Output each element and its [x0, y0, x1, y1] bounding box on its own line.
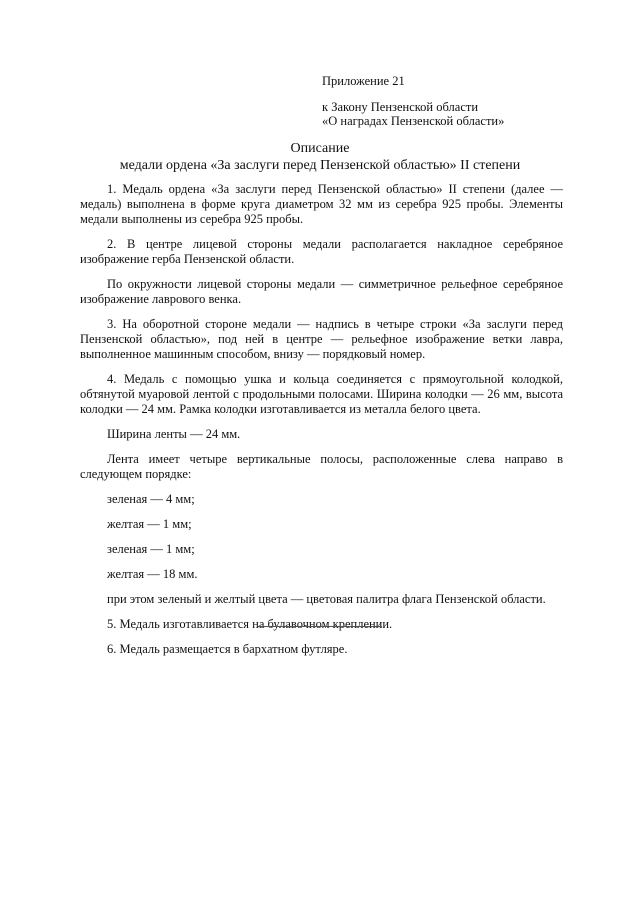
title-line2: медали ордена «За заслуги перед Пензенской областью» II степени: [119, 158, 521, 173]
law-reference-line2: «О наградах Пензенской области»: [322, 114, 505, 128]
stripe-item-2: желтая — 1 мм;: [107, 517, 192, 531]
end-divider: [258, 626, 382, 627]
paragraph-9: 5. Медаль изготавливается на булавочном креплении.: [107, 617, 393, 631]
paragraph-8: при этом зеленый и желтый цвета — цветовая палитра флага Пензенской области.: [107, 592, 546, 606]
stripe-item-1: зеленая — 4 мм;: [107, 492, 195, 506]
stripe-item-4: желтая — 18 мм.: [107, 567, 198, 581]
paragraph-5: 4. Медаль с помощью ушка и кольца соединяется с прямоугольной колодкой, обтянутой муаровой лентой с продольными полосами. Ширина колодки — 26 мм, высота колодки — 24 мм. Рамка колодки изготавливается из металла белого цвета.: [80, 372, 563, 416]
annex-header: [322, 74, 622, 128]
paragraph-10: 6. Медаль размещается в бархатном футляре.: [107, 642, 348, 656]
document-body: [80, 182, 563, 667]
document-title: [80, 140, 560, 174]
stripe-item-3: зеленая — 1 мм;: [107, 542, 195, 556]
law-reference-line1: к Закону Пензенской области: [322, 100, 479, 114]
paragraph-2: 2. В центре лицевой стороны медали располагается накладное серебряное изображение герба Пензенской области.: [80, 237, 563, 266]
paragraph-4: 3. На оборотной стороне медали — надпись в четыре строки «За заслуги перед Пензенской областью», под ней в центре — рельефное изображение ветки лавра, выполненное машинным способом, внизу — порядковый номер.: [80, 317, 563, 361]
title-line1: Описание: [290, 141, 350, 156]
annex-number: Приложение 21: [322, 74, 405, 88]
paragraph-7: Лента имеет четыре вертикальные полосы, расположенные слева направо в следующем порядке:: [80, 452, 563, 481]
paragraph-1: 1. Медаль ордена «За заслуги перед Пензенской областью» II степени (далее — медаль) выполнена в форме круга диаметром 32 мм из серебра 925 пробы. Элементы медали выполнены из серебра 925 пробы.: [80, 182, 563, 226]
paragraph-6: Ширина ленты — 24 мм.: [107, 427, 241, 441]
paragraph-3: По окружности лицевой стороны медали — симметричное рельефное серебряное изображение лаврового венка.: [80, 277, 563, 306]
